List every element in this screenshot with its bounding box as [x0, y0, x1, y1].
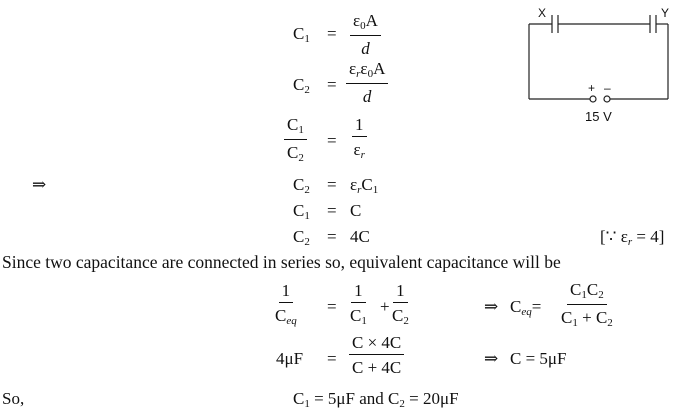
equals-sign: = — [327, 227, 337, 246]
implies-symbol: ⇒ — [484, 349, 499, 368]
plus-sign: + — [380, 297, 390, 316]
ceq-product-fraction: $\frac{C_1C_2}{C_1 + C_2}$ — [561, 280, 613, 329]
c-rhs: C — [350, 201, 362, 220]
implies-symbol: ⇒ — [32, 175, 47, 194]
voltage-label: 15 V — [585, 109, 612, 124]
implies-symbol: ⇒ — [484, 297, 499, 316]
equals-sign: = — [327, 75, 337, 94]
ratio-lhs-fraction: $\frac{C_1}{C_2}$ — [284, 116, 307, 164]
equals-sign: = — [327, 175, 337, 194]
er-c1-rhs: $\varepsilon_rC_1$ — [350, 175, 379, 196]
equals-sign: = — [327, 131, 337, 150]
c1-fraction: $\frac{\varepsilon_0A}{d}$ — [350, 12, 381, 57]
final-result: $C_1 = 5\mu F$ and $C_2 = 20\mu F$ — [293, 389, 459, 410]
equals-sign: = — [327, 349, 337, 368]
four-microfarad: 4μF — [276, 349, 304, 368]
terminal-minus-label: – — [604, 81, 611, 95]
equals-sign: = — [327, 297, 337, 316]
series-sentence: Since two capacitance are connected in series so, equivalent capacitance will be — [2, 252, 561, 272]
ceq-lhs: $C_{eq}=$ — [510, 297, 542, 318]
numeric-fraction: $\frac{C \times 4C}{C + 4C}$ — [349, 334, 404, 376]
c2-lhs-4: $C_2$ — [293, 175, 310, 196]
c2-fraction: $\varepsilon_r\varepsilon_0A$ d — [346, 60, 388, 105]
because-note: [∵ $\varepsilon_r = 4$] — [600, 227, 665, 248]
c2-lhs-6: $C_2$ — [293, 227, 310, 248]
equals-sign: = — [327, 201, 337, 220]
terminal-plus-label: + — [588, 81, 596, 95]
reciprocal-c1-fraction: $\frac{1}{C_1}$ — [350, 281, 367, 327]
capacitor-y-label: Y — [661, 6, 670, 20]
equals-sign: = — [327, 24, 337, 43]
reciprocal-c2-fraction: $\frac{1}{C_2}$ — [392, 281, 409, 327]
c1-lhs-5: $C_1$ — [293, 201, 310, 222]
capacitor-x-label: X — [538, 6, 547, 20]
c2-lhs: $C_2$ — [293, 75, 310, 96]
ratio-rhs-fraction: $\frac{1}{\varepsilon_r}$ — [353, 115, 365, 161]
c1-lhs: $C_1$ — [293, 24, 310, 45]
ceq-reciprocal-fraction: 1 $C_{eq}$ — [275, 281, 297, 327]
c-result: C = 5μF — [510, 349, 567, 368]
four-c-rhs: 4C — [350, 227, 370, 246]
so-label: So, — [2, 389, 25, 408]
